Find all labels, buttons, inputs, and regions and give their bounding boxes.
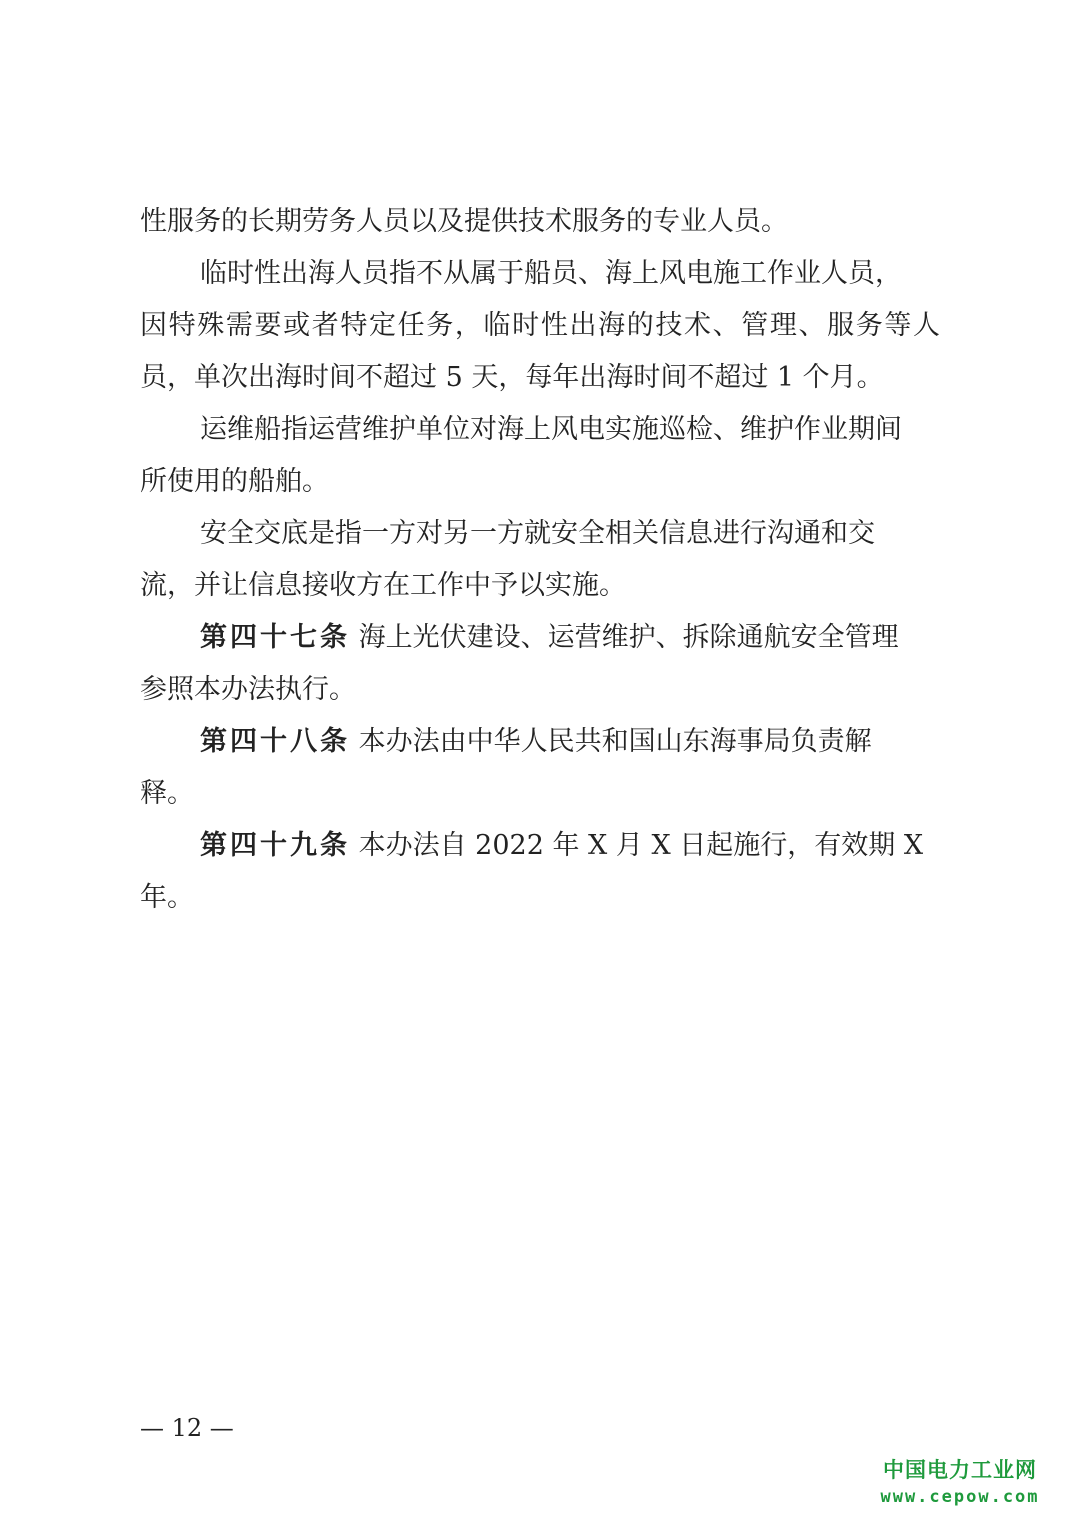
paragraph-line: 安全交底是指一方对另一方就安全相关信息进行沟通和交 — [200, 518, 875, 549]
paragraph-line: 性服务的长期劳务人员以及提供技术服务的专业人员。 — [140, 206, 788, 237]
article-number: 第四十九条 — [200, 830, 350, 861]
paragraph-line: 参照本办法执行。 — [140, 674, 356, 705]
paragraph-line: 流，并让信息接收方在工作中予以实施。 — [140, 570, 626, 601]
article-number: 第四十七条 — [200, 622, 350, 653]
paragraph-line: 因特殊需要或者特定任务，临时性出海的技术、管理、服务等人 — [140, 310, 940, 341]
article-number: 第四十八条 — [200, 726, 350, 757]
watermark — [860, 1455, 1060, 1509]
article-text: 本办法自 2022 年 X 月 X 日起施行，有效期 X — [358, 830, 924, 861]
paragraph-line: 员，单次出海时间不超过 5 天，每年出海时间不超过 1 个月。 — [140, 362, 884, 393]
paragraph-line: 年。 — [140, 882, 194, 913]
paragraph-line: 临时性出海人员指不从属于船员、海上风电施工作业人员， — [200, 258, 902, 289]
watermark-url: www.cepow.com — [880, 1487, 1040, 1507]
article-text: 海上光伏建设、运营维护、拆除通航安全管理 — [358, 622, 899, 653]
article-text: 本办法由中华人民共和国山东海事局负责解 — [358, 726, 872, 757]
article-48-line — [140, 716, 940, 768]
paragraph-line: 所使用的船舶。 — [140, 466, 329, 497]
page-number: — 12 — — [140, 1414, 234, 1442]
body-text — [140, 196, 940, 924]
watermark-name: 中国电力工业网 — [883, 1458, 1037, 1482]
article-47-line — [140, 612, 940, 664]
paragraph-line: 运维船指运营维护单位对海上风电实施巡检、维护作业期间 — [200, 414, 902, 445]
paragraph-line: 释。 — [140, 778, 194, 809]
article-49-line — [140, 820, 940, 872]
